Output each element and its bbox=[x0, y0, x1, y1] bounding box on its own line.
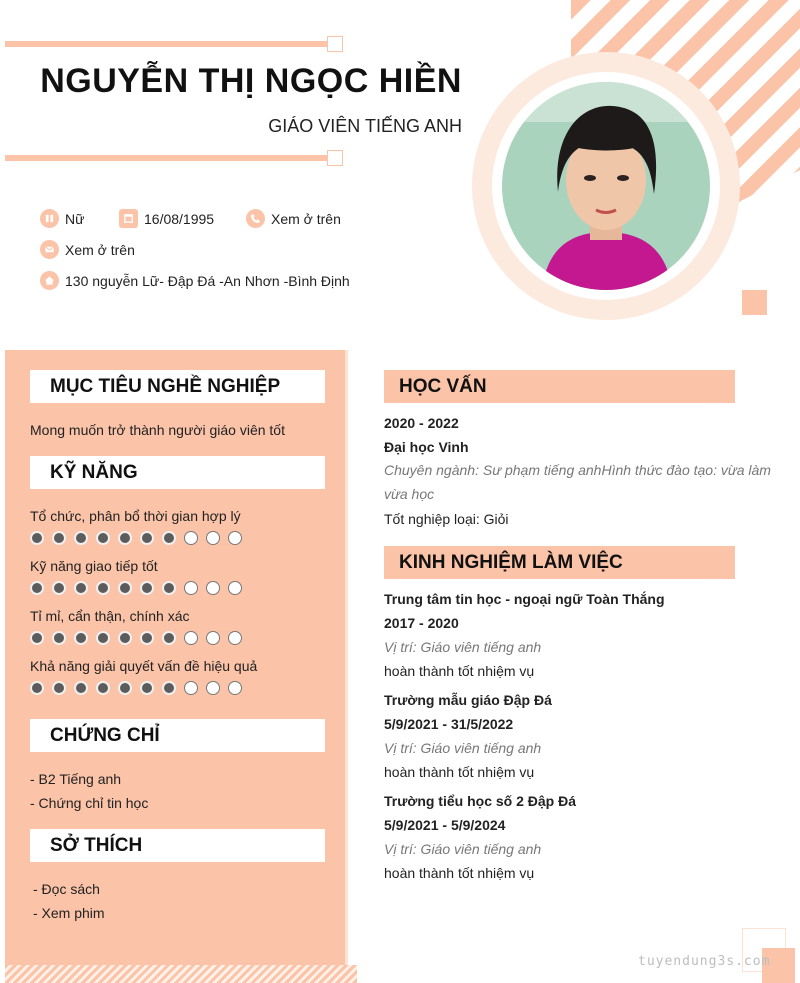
rating-dot-filled bbox=[30, 631, 44, 645]
decorative-square bbox=[742, 290, 767, 315]
skill-label: Khả năng giải quyết vấn đề hiệu quả bbox=[30, 658, 258, 674]
rating-dot-filled bbox=[96, 631, 110, 645]
rating-dot-filled bbox=[96, 681, 110, 695]
phone-icon bbox=[246, 209, 265, 228]
education-major: Chuyên ngành: Sư phạm tiếng anhHình thức đào tạo: vừa làm vừa học bbox=[384, 462, 771, 502]
skill-label: Kỹ năng giao tiếp tốt bbox=[30, 558, 158, 574]
job-company: Trung tâm tin học - ngoại ngữ Toàn Thắng bbox=[384, 591, 665, 607]
rating-dot-filled bbox=[52, 631, 66, 645]
portrait-photo bbox=[502, 82, 710, 290]
rating-dot-empty bbox=[228, 581, 242, 595]
rating-dot-filled bbox=[140, 681, 154, 695]
contact-gender bbox=[40, 209, 84, 228]
rating-dot-empty bbox=[206, 581, 220, 595]
rating-dot-filled bbox=[118, 631, 132, 645]
home-icon bbox=[40, 271, 59, 290]
candidate-name: NGUYỄN THỊ NGỌC HIỀN bbox=[40, 62, 462, 100]
contact-email[interactable] bbox=[40, 240, 135, 259]
hobby-item: - Đọc sách bbox=[33, 881, 100, 897]
watermark: tuyendung3s.com bbox=[638, 954, 771, 969]
rating-dot-filled bbox=[162, 581, 176, 595]
education-heading: HỌC VẤN bbox=[384, 370, 735, 403]
contact-birthday bbox=[119, 209, 214, 228]
certificate-item: - Chứng chỉ tin học bbox=[30, 795, 149, 811]
rating-dot-filled bbox=[96, 531, 110, 545]
rating-dot-filled bbox=[52, 531, 66, 545]
rating-dot-filled bbox=[52, 581, 66, 595]
birthday-text: 16/08/1995 bbox=[144, 210, 215, 227]
address-text: 130 nguyễn Lữ- Đập Đá -An Nhơn -Bình Định bbox=[65, 272, 350, 289]
rating-dot-empty bbox=[228, 531, 242, 545]
rating-dot-filled bbox=[118, 681, 132, 695]
experience-heading: KINH NGHIỆM LÀM VIỆC bbox=[384, 546, 735, 579]
job-result: hoàn thành tốt nhiệm vụ bbox=[384, 663, 535, 679]
rating-dot-filled bbox=[74, 681, 88, 695]
rating-dot-empty bbox=[184, 581, 198, 595]
hobbies-heading: SỞ THÍCH bbox=[30, 829, 325, 862]
hobby-item: - Xem phim bbox=[33, 905, 105, 921]
left-sidebar-footer-pattern bbox=[5, 965, 357, 983]
contact-address bbox=[40, 271, 350, 290]
rating-dot-filled bbox=[52, 681, 66, 695]
rating-dot-empty bbox=[206, 631, 220, 645]
certificates-heading: CHỨNG CHỈ bbox=[30, 719, 325, 752]
calendar-icon bbox=[119, 209, 138, 228]
objective-heading: MỤC TIÊU NGHỀ NGHIỆP bbox=[30, 370, 325, 403]
job-position: Vị trí: Giáo viên tiếng anh bbox=[384, 740, 542, 756]
rating-dot-empty bbox=[184, 631, 198, 645]
rating-dot-empty bbox=[184, 531, 198, 545]
job-position: Vị trí: Giáo viên tiếng anh bbox=[384, 639, 542, 655]
rating-dot-filled bbox=[74, 531, 88, 545]
skill-label: Tỉ mỉ, cẩn thận, chính xác bbox=[30, 608, 190, 624]
skill-rating bbox=[30, 681, 250, 695]
job-position: Vị trí: Giáo viên tiếng anh bbox=[384, 841, 542, 857]
rating-dot-filled bbox=[74, 581, 88, 595]
job-title: GIÁO VIÊN TIẾNG ANH bbox=[268, 116, 462, 136]
rating-dot-empty bbox=[228, 681, 242, 695]
education-period: 2020 - 2022 bbox=[384, 415, 459, 431]
rating-dot-filled bbox=[140, 631, 154, 645]
gender-text: Nữ bbox=[65, 210, 85, 227]
rating-dot-empty bbox=[206, 681, 220, 695]
email-text: Xem ở trên bbox=[65, 241, 135, 258]
rating-dot-filled bbox=[30, 531, 44, 545]
objective-text: Mong muốn trở thành người giáo viên tốt bbox=[30, 422, 285, 438]
phone-text: Xem ở trên bbox=[271, 210, 341, 227]
header-line-top-end bbox=[327, 36, 343, 52]
job-period: 5/9/2021 - 5/9/2024 bbox=[384, 817, 506, 833]
gender-icon bbox=[40, 209, 59, 228]
rating-dot-filled bbox=[30, 581, 44, 595]
education-grade: Tốt nghiệp loại: Giỏi bbox=[384, 511, 509, 527]
rating-dot-filled bbox=[162, 531, 176, 545]
rating-dot-filled bbox=[74, 631, 88, 645]
rating-dot-filled bbox=[118, 581, 132, 595]
rating-dot-filled bbox=[30, 681, 44, 695]
rating-dot-filled bbox=[162, 631, 176, 645]
email-icon bbox=[40, 240, 59, 259]
education-school: Đại học Vinh bbox=[384, 439, 469, 455]
rating-dot-filled bbox=[118, 531, 132, 545]
skill-rating bbox=[30, 531, 250, 545]
contact-phone[interactable] bbox=[246, 209, 341, 228]
job-result: hoàn thành tốt nhiệm vụ bbox=[384, 865, 535, 881]
job-period: 5/9/2021 - 31/5/2022 bbox=[384, 716, 514, 732]
rating-dot-filled bbox=[140, 531, 154, 545]
header-line-bottom bbox=[5, 155, 327, 161]
avatar bbox=[502, 82, 710, 290]
job-period: 2017 - 2020 bbox=[384, 615, 459, 631]
skill-rating bbox=[30, 581, 250, 595]
job-company: Trường tiểu học số 2 Đập Đá bbox=[384, 793, 577, 809]
skills-heading: KỸ NĂNG bbox=[30, 456, 325, 489]
rating-dot-filled bbox=[140, 581, 154, 595]
job-company: Trường mẫu giáo Đập Đá bbox=[384, 692, 552, 708]
certificate-item: - B2 Tiếng anh bbox=[30, 771, 122, 787]
rating-dot-empty bbox=[184, 681, 198, 695]
header-line-top bbox=[5, 41, 327, 47]
rating-dot-filled bbox=[162, 681, 176, 695]
rating-dot-empty bbox=[228, 631, 242, 645]
skill-label: Tổ chức, phân bổ thời gian hợp lý bbox=[30, 508, 241, 524]
header-line-bottom-end bbox=[327, 150, 343, 166]
skill-rating bbox=[30, 631, 250, 645]
rating-dot-filled bbox=[96, 581, 110, 595]
left-sidebar-edge bbox=[345, 350, 348, 965]
job-result: hoàn thành tốt nhiệm vụ bbox=[384, 764, 535, 780]
rating-dot-empty bbox=[206, 531, 220, 545]
